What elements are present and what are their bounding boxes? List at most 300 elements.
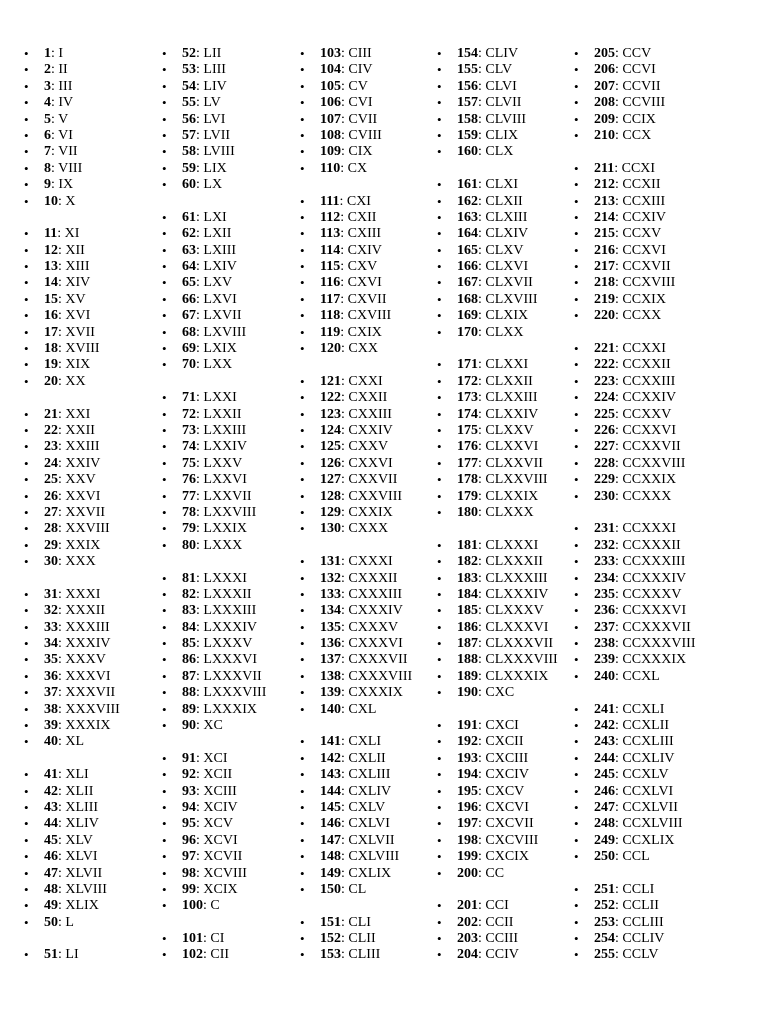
list-item xyxy=(437,947,558,963)
arabic-number: 202 xyxy=(457,914,478,930)
roman-numeral: CCIV xyxy=(485,947,519,963)
bullet-icon: • xyxy=(300,521,305,537)
roman-numeral: LXXXII xyxy=(203,586,252,602)
separator: : xyxy=(196,177,204,193)
separator: : xyxy=(478,718,486,734)
arabic-number: 23 xyxy=(44,439,58,455)
list-item xyxy=(300,275,412,291)
separator: : xyxy=(478,275,486,291)
arabic-number: 100 xyxy=(182,898,203,914)
list-item xyxy=(300,144,412,160)
arabic-number: 170 xyxy=(457,324,478,340)
separator: : xyxy=(341,734,349,750)
roman-numeral: CCXXI xyxy=(622,341,666,357)
bullet-icon: • xyxy=(300,586,305,602)
list-item xyxy=(162,865,266,882)
list-item xyxy=(24,177,120,193)
bullet-icon: • xyxy=(300,226,305,242)
roman-numeral: XL xyxy=(65,734,85,750)
list-item xyxy=(24,439,120,455)
arabic-number: 107 xyxy=(320,111,341,127)
separator: : xyxy=(58,537,66,553)
list-item xyxy=(162,849,266,865)
arabic-number: 62 xyxy=(182,226,196,242)
numeral-column-5 xyxy=(574,46,696,964)
arabic-number: 20 xyxy=(44,373,58,389)
arabic-number: 95 xyxy=(182,816,196,832)
bullet-icon: • xyxy=(162,652,167,668)
bullet-icon: • xyxy=(300,619,305,635)
roman-numeral: CXLVIII xyxy=(348,849,400,865)
separator: : xyxy=(51,160,59,176)
bullet-icon: • xyxy=(24,373,29,389)
separator: : xyxy=(196,62,204,78)
list-item xyxy=(574,570,696,587)
list-item xyxy=(574,177,696,193)
bullet-icon: • xyxy=(574,701,579,717)
roman-numeral: CXCV xyxy=(485,783,525,799)
roman-numeral: LIX xyxy=(203,160,227,176)
separator: : xyxy=(196,111,204,127)
group-spacer xyxy=(594,685,696,701)
roman-numeral: XXIX xyxy=(65,537,101,553)
bullet-icon: • xyxy=(437,685,442,701)
bullet-icon: • xyxy=(300,881,305,897)
separator: : xyxy=(196,455,204,471)
separator: : xyxy=(196,603,204,619)
separator: : xyxy=(615,734,623,750)
roman-numeral: CXL xyxy=(348,701,377,717)
bullet-icon: • xyxy=(24,226,29,242)
list-item xyxy=(24,652,120,668)
roman-numeral: XXXVIII xyxy=(65,701,120,717)
roman-numeral: CX xyxy=(347,160,368,176)
roman-numeral: XVIII xyxy=(65,341,100,357)
arabic-number: 164 xyxy=(457,226,478,242)
separator: : xyxy=(58,881,66,897)
roman-numeral: LXXIX xyxy=(203,521,247,537)
bullet-icon: • xyxy=(162,799,167,815)
separator: : xyxy=(341,603,349,619)
bullet-icon: • xyxy=(437,275,442,291)
separator: : xyxy=(51,177,59,193)
roman-numeral: CLXV xyxy=(485,242,524,258)
bullet-icon: • xyxy=(162,472,167,488)
numeral-column-4 xyxy=(437,46,558,964)
roman-numeral: CCXLIX xyxy=(622,832,675,848)
roman-numeral: CLXI xyxy=(485,177,519,193)
arabic-number: 200 xyxy=(457,865,478,881)
list-item xyxy=(574,422,696,439)
arabic-number: 49 xyxy=(44,898,58,914)
bullet-icon: • xyxy=(24,422,29,438)
roman-numeral: LI xyxy=(65,947,79,963)
arabic-number: 117 xyxy=(320,291,341,307)
separator: : xyxy=(341,652,349,668)
list-item xyxy=(574,193,696,210)
bullet-icon: • xyxy=(162,455,167,471)
list-item xyxy=(162,422,266,439)
list-item xyxy=(574,619,696,636)
separator: : xyxy=(341,95,349,111)
bullet-icon: • xyxy=(24,275,29,291)
roman-numeral: XXIV xyxy=(65,455,101,471)
bullet-icon: • xyxy=(24,537,29,553)
roman-numeral: XXVIII xyxy=(65,521,110,537)
arabic-number: 154 xyxy=(457,46,478,61)
list-item xyxy=(24,832,120,849)
bullet-icon: • xyxy=(574,668,579,684)
list-item xyxy=(437,193,558,210)
arabic-number: 186 xyxy=(457,619,478,635)
roman-numeral: CLXXXIX xyxy=(485,668,549,684)
arabic-number: 241 xyxy=(594,701,615,717)
separator: : xyxy=(615,226,623,242)
separator: : xyxy=(196,832,204,848)
bullet-icon: • xyxy=(437,947,442,963)
list-item xyxy=(437,406,558,423)
bullet-icon: • xyxy=(300,46,305,61)
arabic-number: 14 xyxy=(44,275,58,291)
roman-numeral: CXIX xyxy=(347,324,382,340)
list-item xyxy=(437,619,558,636)
roman-numeral: CII xyxy=(210,947,230,963)
roman-numeral: CXCIX xyxy=(485,849,529,865)
roman-numeral: CC xyxy=(485,865,505,881)
arabic-number: 29 xyxy=(44,537,58,553)
roman-numeral: LVI xyxy=(203,111,226,127)
arabic-number: 199 xyxy=(457,849,478,865)
list-item xyxy=(300,62,412,78)
bullet-icon: • xyxy=(24,160,29,176)
bullet-icon: • xyxy=(24,193,29,209)
list-item xyxy=(437,652,558,668)
separator: : xyxy=(58,504,66,520)
bullet-icon: • xyxy=(162,881,167,897)
arabic-number: 214 xyxy=(594,209,615,225)
list-item xyxy=(162,537,266,554)
separator: : xyxy=(58,373,66,389)
separator: : xyxy=(478,586,486,602)
arabic-number: 228 xyxy=(594,455,615,471)
roman-numeral: XXIII xyxy=(65,439,100,455)
bullet-icon: • xyxy=(300,439,305,455)
separator: : xyxy=(58,275,66,291)
arabic-number: 135 xyxy=(320,619,341,635)
list-item xyxy=(574,914,696,931)
arabic-number: 120 xyxy=(320,341,341,357)
roman-numeral: XVI xyxy=(65,308,91,324)
roman-numeral: CLXXII xyxy=(485,373,533,389)
arabic-number: 187 xyxy=(457,636,478,652)
bullet-icon: • xyxy=(437,291,442,307)
bullet-icon: • xyxy=(24,341,29,357)
list-item xyxy=(24,865,120,882)
bullet-icon: • xyxy=(574,291,579,307)
separator: : xyxy=(615,193,623,209)
separator: : xyxy=(341,406,349,422)
list-item xyxy=(437,718,558,734)
list-item xyxy=(574,734,696,750)
bullet-icon: • xyxy=(162,308,167,324)
list-item xyxy=(437,504,558,521)
separator: : xyxy=(615,554,623,570)
arabic-number: 139 xyxy=(320,685,341,701)
separator: : xyxy=(196,324,204,340)
roman-numeral: XLII xyxy=(65,783,94,799)
bullet-icon: • xyxy=(24,406,29,422)
roman-numeral: II xyxy=(58,62,68,78)
separator: : xyxy=(615,472,623,488)
list-item xyxy=(162,816,266,832)
separator: : xyxy=(341,832,349,848)
separator: : xyxy=(341,439,349,455)
separator: : xyxy=(340,275,348,291)
roman-numeral: XCIX xyxy=(203,881,238,897)
roman-numeral: XXVII xyxy=(65,504,106,520)
list-item xyxy=(162,46,266,62)
separator: : xyxy=(615,95,623,111)
bullet-icon: • xyxy=(437,177,442,193)
bullet-icon: • xyxy=(437,422,442,438)
arabic-number: 66 xyxy=(182,291,196,307)
separator: : xyxy=(615,931,623,947)
roman-numeral: CCXXXVI xyxy=(622,603,687,619)
list-item xyxy=(574,95,696,111)
roman-numeral: VIII xyxy=(58,160,83,176)
separator: : xyxy=(478,177,486,193)
roman-numeral: XLVIII xyxy=(65,881,107,897)
roman-numeral: CXII xyxy=(347,209,377,225)
list-item xyxy=(162,390,266,406)
list-item xyxy=(162,357,266,373)
separator: : xyxy=(58,488,66,504)
list-item xyxy=(300,636,412,652)
bullet-icon: • xyxy=(574,521,579,537)
roman-numeral: XCVI xyxy=(203,832,238,848)
bullet-icon: • xyxy=(300,636,305,652)
arabic-number: 138 xyxy=(320,668,341,684)
bullet-icon: • xyxy=(24,586,29,602)
separator: : xyxy=(615,209,623,225)
arabic-number: 10 xyxy=(44,193,58,209)
separator: : xyxy=(615,291,623,307)
bullet-icon: • xyxy=(300,62,305,78)
group-spacer xyxy=(457,882,558,898)
bullet-icon: • xyxy=(24,636,29,652)
roman-numeral: CCXX xyxy=(622,308,662,324)
separator: : xyxy=(58,308,66,324)
roman-numeral: LXV xyxy=(203,275,233,291)
separator: : xyxy=(58,406,66,422)
arabic-number: 110 xyxy=(320,160,341,176)
bullet-icon: • xyxy=(437,734,442,750)
bullet-icon: • xyxy=(574,832,579,848)
list-item xyxy=(574,701,696,718)
separator: : xyxy=(196,422,204,438)
roman-numeral: XCV xyxy=(203,816,233,832)
list-item xyxy=(574,406,696,423)
arabic-number: 196 xyxy=(457,799,478,815)
bullet-icon: • xyxy=(300,127,305,143)
bullet-icon: • xyxy=(300,78,305,94)
roman-numeral: CLXXX xyxy=(485,504,534,520)
list-item xyxy=(24,586,120,603)
separator: : xyxy=(196,521,204,537)
arabic-number: 54 xyxy=(182,78,196,94)
bullet-icon: • xyxy=(574,734,579,750)
bullet-icon: • xyxy=(24,914,29,930)
roman-numeral: XIX xyxy=(65,357,91,373)
bullet-icon: • xyxy=(24,947,29,963)
list-item xyxy=(24,668,120,685)
roman-numeral: LII xyxy=(203,46,222,61)
arabic-number: 229 xyxy=(594,472,615,488)
roman-numeral: CCXVI xyxy=(622,242,666,258)
group-spacer xyxy=(182,374,266,390)
arabic-number: 33 xyxy=(44,619,58,635)
separator: : xyxy=(478,947,486,963)
separator: : xyxy=(341,62,349,78)
list-item xyxy=(24,504,120,521)
arabic-number: 111 xyxy=(320,193,340,209)
roman-numeral: CCXLVII xyxy=(622,799,678,815)
roman-numeral: CXC xyxy=(485,685,515,701)
separator: : xyxy=(196,799,204,815)
roman-numeral: CCXXVIII xyxy=(622,455,686,471)
arabic-number: 128 xyxy=(320,488,341,504)
bullet-icon: • xyxy=(162,341,167,357)
separator: : xyxy=(58,898,66,914)
separator: : xyxy=(196,209,204,225)
list-item xyxy=(437,832,558,849)
roman-numeral: CCXXXVII xyxy=(622,619,691,635)
roman-numeral: CCV xyxy=(622,46,652,61)
roman-numeral: CCXLIV xyxy=(622,750,675,766)
arabic-number: 81 xyxy=(182,570,196,586)
separator: : xyxy=(58,701,66,717)
arabic-number: 175 xyxy=(457,422,478,438)
bullet-icon: • xyxy=(162,226,167,242)
list-item xyxy=(24,636,120,652)
list-item xyxy=(162,488,266,505)
separator: : xyxy=(196,685,204,701)
separator: : xyxy=(58,832,66,848)
roman-numeral: XXXVII xyxy=(65,685,116,701)
arabic-number: 45 xyxy=(44,832,58,848)
bullet-icon: • xyxy=(574,78,579,94)
bullet-icon: • xyxy=(300,799,305,815)
bullet-icon: • xyxy=(300,209,305,225)
list-item xyxy=(574,554,696,570)
arabic-number: 97 xyxy=(182,849,196,865)
separator: : xyxy=(478,685,486,701)
roman-numeral: V xyxy=(58,111,69,127)
arabic-number: 103 xyxy=(320,46,341,61)
roman-numeral: CXXXIV xyxy=(348,603,403,619)
bullet-icon: • xyxy=(437,95,442,111)
roman-numeral: CCXVII xyxy=(622,259,671,275)
list-item xyxy=(300,78,412,95)
roman-numeral: CXXIV xyxy=(348,422,393,438)
arabic-number: 74 xyxy=(182,439,196,455)
arabic-number: 217 xyxy=(594,259,615,275)
roman-numeral: L xyxy=(65,914,74,930)
numeral-column-2 xyxy=(162,46,267,964)
arabic-number: 142 xyxy=(320,750,341,766)
bullet-icon: • xyxy=(574,95,579,111)
arabic-number: 132 xyxy=(320,570,341,586)
list-item xyxy=(437,324,558,341)
roman-numeral: XV xyxy=(65,291,86,307)
bullet-icon: • xyxy=(437,193,442,209)
bullet-icon: • xyxy=(300,111,305,127)
separator: : xyxy=(341,521,349,537)
roman-numeral: CCII xyxy=(485,914,514,930)
arabic-number: 6 xyxy=(44,127,51,143)
arabic-number: 9 xyxy=(44,177,51,193)
bullet-icon: • xyxy=(162,603,167,619)
list-item xyxy=(24,422,120,439)
separator: : xyxy=(196,78,204,94)
roman-numeral: CCXLI xyxy=(622,701,665,717)
separator: : xyxy=(196,537,204,553)
bullet-icon: • xyxy=(300,652,305,668)
bullet-icon: • xyxy=(437,308,442,324)
roman-numeral: CCXXXV xyxy=(622,586,682,602)
bullet-icon: • xyxy=(162,111,167,127)
list-item xyxy=(437,586,558,603)
bullet-icon: • xyxy=(574,488,579,504)
roman-numeral: CLXVI xyxy=(485,259,529,275)
bullet-icon: • xyxy=(437,767,442,783)
arabic-number: 114 xyxy=(320,242,341,258)
bullet-icon: • xyxy=(162,816,167,832)
separator: : xyxy=(615,46,623,61)
arabic-number: 232 xyxy=(594,537,615,553)
roman-numeral: CXIV xyxy=(347,242,382,258)
roman-numeral: CXCIII xyxy=(485,750,529,766)
arabic-number: 85 xyxy=(182,636,196,652)
arabic-number: 72 xyxy=(182,406,196,422)
roman-numeral: XCIII xyxy=(203,783,237,799)
arabic-number: 192 xyxy=(457,734,478,750)
roman-numeral: LXXII xyxy=(203,406,242,422)
group-spacer xyxy=(320,538,412,554)
list-item xyxy=(437,422,558,439)
list-item xyxy=(437,111,558,128)
roman-numeral: XLIV xyxy=(65,816,99,832)
arabic-number: 219 xyxy=(594,291,615,307)
list-item xyxy=(300,816,412,832)
list-item xyxy=(24,816,120,832)
arabic-number: 252 xyxy=(594,898,615,914)
arabic-number: 61 xyxy=(182,209,196,225)
bullet-icon: • xyxy=(24,783,29,799)
arabic-number: 59 xyxy=(182,160,196,176)
bullet-icon: • xyxy=(24,504,29,520)
bullet-icon: • xyxy=(574,390,579,406)
arabic-number: 122 xyxy=(320,390,341,406)
separator: : xyxy=(341,422,349,438)
list-item xyxy=(437,357,558,373)
arabic-number: 231 xyxy=(594,521,615,537)
roman-numeral: CLXIX xyxy=(485,308,529,324)
arabic-number: 157 xyxy=(457,95,478,111)
bullet-icon: • xyxy=(300,668,305,684)
list-item xyxy=(437,226,558,242)
roman-numeral: CLXXXIV xyxy=(485,586,549,602)
